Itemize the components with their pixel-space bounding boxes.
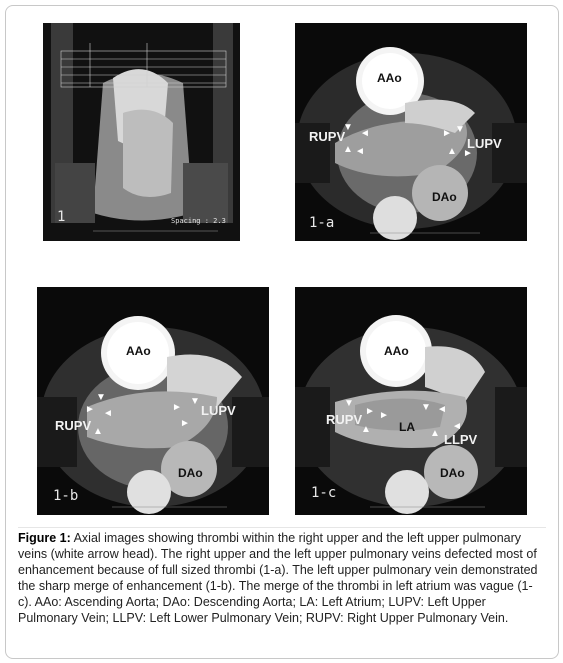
arrowhead-icon: ◄ xyxy=(452,421,462,432)
figure-caption xyxy=(18,527,546,626)
label-aao: AAo xyxy=(377,71,402,85)
label-dao: DAo xyxy=(178,466,203,480)
arrowhead-icon: ▼ xyxy=(344,398,354,409)
ct-panel-1b xyxy=(37,287,269,515)
label-rupv: RUPV xyxy=(55,418,92,433)
caption-title: Figure 1: xyxy=(18,531,71,545)
arrowhead-icon: ◄ xyxy=(103,408,113,419)
arrowhead-icon: ► xyxy=(379,410,389,421)
arrowhead-icon: ▲ xyxy=(343,144,353,155)
label-dao: DAo xyxy=(432,190,457,204)
arrowhead-icon: ► xyxy=(365,406,375,417)
panel-label: 1 xyxy=(57,209,66,225)
panel-label: 1-c xyxy=(311,485,337,501)
ct-panel-1a xyxy=(295,23,527,241)
label-rupv: RUPV xyxy=(326,412,363,427)
arrowhead-icon: ▲ xyxy=(361,424,371,435)
label-lupv: LUPV xyxy=(201,403,236,418)
arrowhead-icon: ◄ xyxy=(437,404,447,415)
label-rupv: RUPV xyxy=(309,129,346,144)
label-dao: DAo xyxy=(440,466,465,480)
axial-ct-image-1c xyxy=(295,287,527,515)
panel-label: 1-a xyxy=(309,215,335,231)
arrowhead-icon: ▼ xyxy=(455,124,465,135)
arrowhead-icon: ▼ xyxy=(190,396,200,407)
arrowhead-icon: ◄ xyxy=(360,128,370,139)
axial-ct-image-1b xyxy=(37,287,269,515)
ct-panel-1 xyxy=(43,23,240,241)
label-llpv: LLPV xyxy=(444,432,478,447)
arrowhead-icon: ► xyxy=(180,418,190,429)
arrowhead-icon: ◄ xyxy=(355,146,365,157)
arrowhead-icon: ▲ xyxy=(430,428,440,439)
arrowhead-icon: ► xyxy=(172,402,182,413)
label-aao: AAo xyxy=(126,344,151,358)
arrowhead-icon: ► xyxy=(463,148,473,159)
ct-panel-1c xyxy=(295,287,527,515)
label-la: LA xyxy=(399,420,415,434)
spacing-text: Spacing : 2.3 xyxy=(171,217,226,225)
arrowhead-icon: ▼ xyxy=(421,402,431,413)
label-aao: AAo xyxy=(384,344,409,358)
coronal-ct-image xyxy=(43,23,240,241)
arrowhead-icon: ► xyxy=(85,404,95,415)
arrowhead-icon: ▲ xyxy=(447,146,457,157)
panel-label: 1-b xyxy=(53,488,79,504)
arrowhead-icon: ▼ xyxy=(96,392,106,403)
arrowhead-icon: ▲ xyxy=(93,426,103,437)
label-lupv: LUPV xyxy=(467,136,502,151)
arrowhead-icon: ▼ xyxy=(343,122,353,133)
caption-text: Axial images showing thrombi within the right upper and the left upper pulmonary veins (white arrow head). The right upper and the left upper pulmonary veins defected most of enhancement because of full sized thrombi (1-a). The left upper pulmonary vein demonstrated the sharp merge of enhancement (1-b). The merge of the thrombi in left atrium was vague (1-c). AAo: Ascending Aorta; DAo: Descending Aorta; LA: Left Atrium; LUPV: Left Upper Pulmonary Vein; LLPV: Left Lower Pulmonary Vein; RUPV: Right Upper Pulmonary Vein. xyxy=(18,531,538,625)
arrowhead-icon: ► xyxy=(442,128,452,139)
